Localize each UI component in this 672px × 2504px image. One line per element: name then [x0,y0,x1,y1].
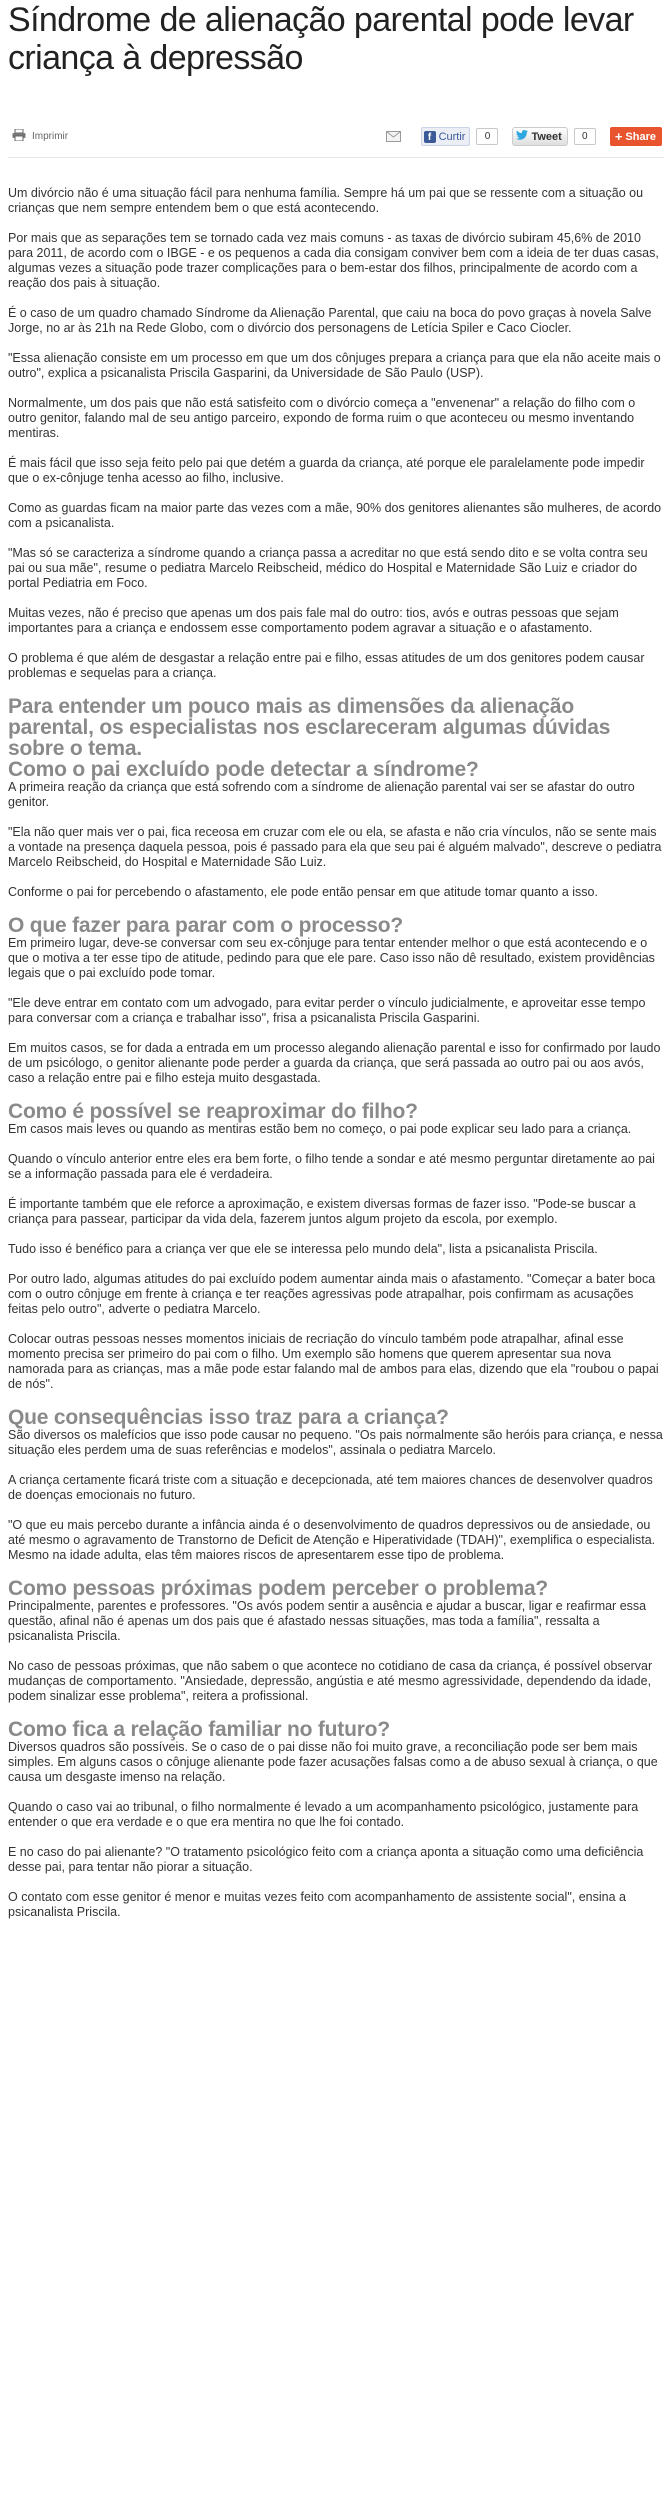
paragraph: "O que eu mais percebo durante a infância ainda é o desenvolvimento de quadros depressivos ou de ansiedade, ou até mesmo o agravamento de Transtorno de Deficit de Atenção e Hiperatividade (TDAH)", exemplifica o especialista. Mesmo na idade adulta, elas têm maiores riscos de apresentarem esse tipo de problema. [8,1518,656,1562]
paragraph: Por mais que as separações tem se tornado cada vez mais comuns - as taxas de divórcio subiram 45,6% de 2010 para 2011, de acordo com o IBGE - e os pequenos a cada dia consigam conviver bem com a ideia de ter duas casas, algumas vezes a situação pode trazer complicações para o bem-estar dos filhos, principalmente de acordo com a reação dos pais à situação. [8,231,659,290]
paragraph: "Ela não quer mais ver o pai, fica receosa em cruzar com ele ou ela, se afasta e não cria vínculos, não se sente mais a vontade na presença daquela pessoa, pois é passado para ela que seu pai é alguém malvado", descreve o pediatra Marcelo Reibscheid, do Hospital e Maternidade São Luiz. [8,825,662,869]
paragraph: O contato com esse genitor é menor e muitas vezes feito com acompanhamento de assistente social", ensina a psicanalista Priscila. [8,1890,626,1919]
facebook-like-button[interactable] [421,127,471,146]
share-label: Share [625,130,656,143]
plus-icon: + [614,129,623,144]
paragraph: Muitas vezes, não é preciso que apenas um dos pais fale mal do outro: tios, avós e outras pessoas que sejam importantes para a criança e endossem esse comportamento podem agravar a situação e o afastamento. [8,606,619,635]
paragraph: A primeira reação da criança que está sofrendo com a síndrome de alienação parental vai ser se afastar do outro genitor. [8,780,635,809]
paragraph: E no caso do pai alienante? "O tratamento psicológico feito com a criança aponta a situação como uma deficiência desse pai, para tentar não piorar a situação. [8,1845,644,1874]
article-title: Síndrome de alienação parental pode levar criança à depressão [8,1,634,77]
facebook-like-count: 0 [476,128,498,145]
tweet-count: 0 [574,128,596,145]
tweet-button[interactable] [512,127,567,146]
article-body [8,158,664,1920]
section-heading: Como pessoas próximas podem perceber o problema? [8,1577,549,1600]
paragraph: A criança certamente ficará triste com a situação e decepcionada, até tem maiores chances de desenvolver quadros de doenças emocionais no futuro. [8,1473,653,1502]
paragraph: No caso de pessoas próximas, que não sabem o que acontece no cotidiano de casa da criança, é possível observar mudanças de comportamento. "Ansiedade, depressão, angústia e até mesmo agressividade, dependendo da idade, podem sinalizar esse problema", reitera a profissional. [8,1659,653,1703]
tweet-label: Tweet [531,130,562,143]
paragraph: Quando o vínculo anterior entre eles era bem forte, o filho tende a sondar e até mesmo perguntar diretamente ao pai se a informação passada para ele é verdadeira. [8,1152,655,1181]
twitter-bird-icon [516,130,528,143]
share-button[interactable] [610,127,662,146]
paragraph: O problema é que além de desgastar a relação entre pai e filho, essas atitudes de um dos genitores podem causar problemas e sequelas para a criança. [8,651,645,680]
paragraph: "Essa alienação consiste em um processo em que um dos cônjuges prepara a criança para que ela não aceite mais o outro", explica a psicanalista Priscila Gasparini, da Universidade de São Paulo (USP). [8,351,661,380]
email-icon[interactable] [386,131,401,142]
paragraph: Conforme o pai for percebendo o afastamento, ele pode então pensar em que atitude tomar quanto a isso. [8,885,598,899]
section-heading: Como é possível se reaproximar do filho? [8,1100,418,1123]
print-label: Imprimir [32,131,69,142]
paragraph: "Ele deve entrar em contato com um advogado, para evitar perder o vínculo judicialmente, e aproveitar esse tempo para conversar com a criança e trabalhar isso", frisa a psicanalista Priscila Gasparini. [8,996,646,1025]
paragraph: "Mas só se caracteriza a síndrome quando a criança passa a acreditar no que está sendo dito e se volta contra seu pai ou sua mãe", resume o pediatra Marcelo Reibscheid, médico do Hospital e Maternidade São Luiz e criador do portal Pediatria em Foco. [8,546,648,590]
paragraph: São diversos os malefícios que isso pode causar no pequeno. "Os pais normalmente são heróis para criança, e nessa situação eles perdem uma de suas referências e modelos", assinala o pediatra Marcelo. [8,1428,663,1457]
paragraph: Em muitos casos, se for dada a entrada em um processo alegando alienação parental e isso for confirmado por laudo de um psicólogo, o genitor alienante pode perder a guarda da criança, que será passada ao outro pai ou aos avós, caso a relação entre pai e filho esteja muito desgastada. [8,1041,661,1085]
print-button[interactable] [12,129,68,144]
paragraph: Um divórcio não é uma situação fácil para nenhuma família. Sempre há um pai que se ressente com a situação ou crianças que nem sempre entendem bem o que está acontecendo. [8,186,644,215]
printer-icon [12,129,26,144]
paragraph: Principalmente, parentes e professores. "Os avós podem sentir a ausência e ajudar a buscar, ligar e reafirmar essa questão, afinal não é apenas um dos pais que é afastado nessas situações, mas toda a família", ressalta a psicanalista Priscila. [8,1599,647,1643]
section-heading: Como o pai excluído pode detectar a síndrome? [8,758,479,781]
paragraph: É mais fácil que isso seja feito pelo pai que detém a guarda da criança, até porque ele paralelamente pode impedir que o ex-cônjuge tenha acesso ao filho, inclusive. [8,456,645,485]
facebook-like-label: Curtir [438,130,466,143]
section-heading: Que consequências isso traz para a criança? [8,1406,449,1429]
facebook-icon: f [424,131,436,143]
paragraph: É o caso de um quadro chamado Síndrome da Alienação Parental, que caiu na boca do povo graças à novela Salve Jorge, no ar às 21h na Rede Globo, com o divórcio dos personagens de Letícia Spiler e Caco Ciocler. [8,306,652,335]
paragraph: Colocar outras pessoas nesses momentos iniciais de recriação do vínculo também pode atrapalhar, afinal esse momento precisa ser primeiro do pai com o filho. Um exemplo são homens que querem apresentar sua nova namorada para as crianças, mas a mãe pode estar falando mal de ambos para elas, dizendo que ela "roubou o papai de nós". [8,1332,659,1391]
paragraph: Normalmente, um dos pais que não está satisfeito com o divórcio começa a "envenenar" a relação do filho com o outro genitor, falando mal de seu antigo parceiro, expondo de forma ruim o que aconteceu ou mesmo inventando mentiras. [8,396,636,440]
paragraph: Por outro lado, algumas atitudes do pai excluído podem aumentar ainda mais o afastamento. "Começar a bater boca com o outro cônjuge em frente à criança e ter reações agressivas pode atrapalhar, pois confirmam as acusações feitas pelo outro", adverte o pediatra Marcelo. [8,1272,656,1316]
paragraph: Como as guardas ficam na maior parte das vezes com a mãe, 90% dos genitores alienantes são mulheres, de acordo com a psicanalista. [8,501,662,530]
article-toolbar [8,127,664,158]
paragraph: Em primeiro lugar, deve-se conversar com seu ex-cônjuge para tentar entender melhor o que está acontecendo e o que o motiva a ter esse tipo de atitude, pedindo para que ele pare. Caso isso não dê resultado, existem providências legais que o pai excluído pode tomar. [8,936,655,980]
paragraph: Quando o caso vai ao tribunal, o filho normalmente é levado a um acompanhamento psicológico, justamente para entender o que era verdade e o que era mentira no que lhe foi contado. [8,1800,639,1829]
paragraph: Diversos quadros são possíveis. Se o caso de o pai disse não foi muito grave, a reconciliação pode ser bem mais simples. Em alguns casos o cônjuge alienante pode fazer acusações falsas como a de abuso sexual à criança, o que causa um desgaste imenso na relação. [8,1740,658,1784]
section-heading: O que fazer para parar com o processo? [8,914,404,937]
paragraph: Em casos mais leves ou quando as mentiras estão bem no começo, o pai pode explicar seu lado para a criança. [8,1122,632,1136]
share-tools [386,127,662,146]
paragraph: Tudo isso é benéfico para a criança ver que ele se interessa pelo mundo dela", lista a psicanalista Priscila. [8,1242,598,1256]
section-heading: Para entender um pouco mais as dimensões da alienação parental, os especialistas nos esclareceram algumas dúvidas sobre o tema. [8,695,611,760]
section-heading: Como fica a relação familiar no futuro? [8,1718,390,1741]
paragraph: É importante também que ele reforce a aproximação, e existem diversas formas de fazer isso. "Pode-se buscar a criança para passear, participar da vida dela, fazerem juntos algum projeto da escola, por exemplo. [8,1197,636,1226]
